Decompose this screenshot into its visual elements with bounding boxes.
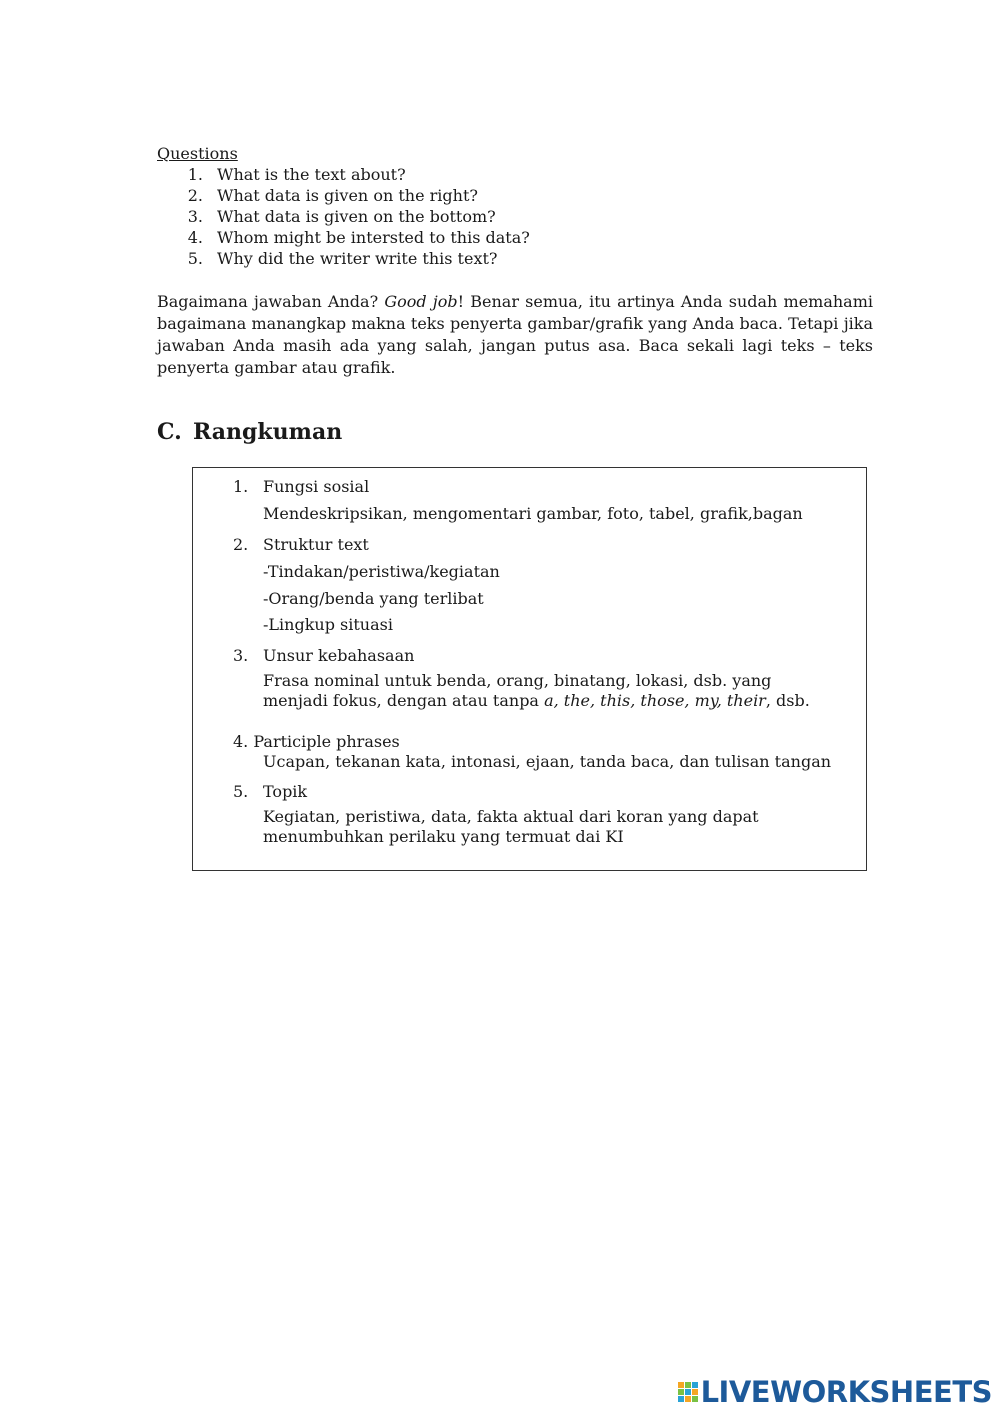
paragraph-italic-phrase: Good job xyxy=(384,292,458,311)
summary-item-text: Ucapan, tekanan kata, intonasi, ejaan, tanda baca, dan tulisan tangan xyxy=(263,752,832,771)
paragraph-text-end: ! Benar semua, itu artinya Anda sudah memahami bagaimana manangkap makna teks penyerta gambar/grafik yang Anda baca. Tetapi jika jawaban Anda masih ada yang salah, jangan putus asa. Baca sekali lagi teks – teks penyerta gambar atau grafik. xyxy=(157,292,874,377)
summary-item-text-end: , dsb. xyxy=(765,691,810,710)
question-number: 2. xyxy=(187,186,203,205)
question-number: 3. xyxy=(187,207,203,226)
section-heading xyxy=(157,418,342,446)
questions-heading: Questions xyxy=(157,144,238,163)
summary-item-text: Frasa nominal untuk benda, orang, binatang, lokasi, dsb. yang menjadi fokus, dengan atau tanpa xyxy=(263,671,772,710)
question-item-1 xyxy=(157,164,406,185)
question-text: What data is given on the right? xyxy=(217,186,478,205)
summary-item-number: 3. xyxy=(233,646,249,665)
summary-item-line: -Lingkup situasi xyxy=(263,615,393,634)
summary-item-line: -Tindakan/peristiwa/kegiatan xyxy=(263,562,500,581)
liveworksheets-logo-text: LIVEWORKSHEETS xyxy=(700,1375,992,1409)
question-text: What data is given on the bottom? xyxy=(217,207,496,226)
summary-item-title: Topik xyxy=(263,782,308,801)
summary-item-title: Struktur text xyxy=(263,535,369,554)
summary-item-italic: a, the, this, those, my, their xyxy=(544,691,766,710)
summary-item-title: Unsur kebahasaan xyxy=(263,646,415,665)
question-item-2 xyxy=(157,185,478,206)
question-item-4 xyxy=(157,227,530,248)
question-text: Whom might be intersted to this data? xyxy=(217,228,530,247)
liveworksheets-logo-icon xyxy=(677,1380,699,1404)
question-number: 5. xyxy=(187,249,203,268)
question-item-5 xyxy=(157,248,498,269)
summary-item-paragraph: Kegiatan, peristiwa, data, fakta aktual dari koran yang dapat menumbuhkan perilaku yang termuat dai KI xyxy=(263,807,759,846)
summary-item-number: 5. xyxy=(233,782,249,801)
section-title: Rangkuman xyxy=(193,419,343,445)
question-number: 1. xyxy=(187,165,203,184)
liveworksheets-logo[interactable] xyxy=(677,1376,992,1408)
summary-item-text: Mendeskripsikan, mengomentari gambar, foto, tabel, grafik,bagan xyxy=(263,504,803,523)
summary-item-line: -Orang/benda yang terlibat xyxy=(263,589,484,608)
summary-item-title: 4. Participle phrases xyxy=(233,732,400,751)
question-number: 4. xyxy=(187,228,203,247)
summary-item-number: 2. xyxy=(233,535,249,554)
summary-item-number: 1. xyxy=(233,477,249,496)
paragraph-text-start: Bagaimana jawaban Anda? xyxy=(157,292,385,311)
section-letter: C. xyxy=(157,419,182,445)
summary-box xyxy=(192,467,867,871)
summary-item-paragraph xyxy=(263,671,823,711)
question-item-3 xyxy=(157,206,496,227)
question-text: Why did the writer write this text? xyxy=(217,249,498,268)
feedback-paragraph xyxy=(157,291,873,379)
question-text: What is the text about? xyxy=(217,165,406,184)
summary-item-title: Fungsi sosial xyxy=(263,477,370,496)
